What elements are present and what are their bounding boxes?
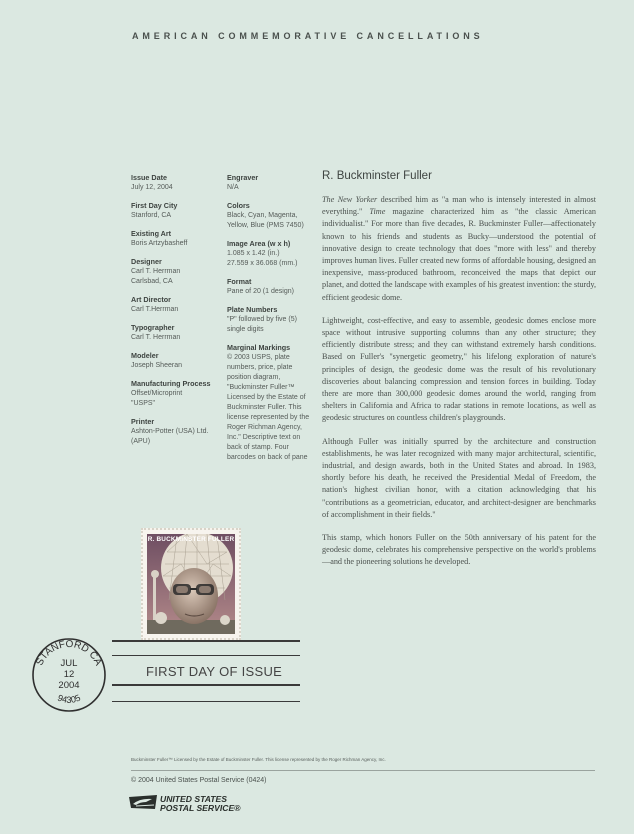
specs-left-column (131, 173, 223, 455)
spec-label: Engraver (227, 173, 259, 182)
spec-value: "P" followed by five (5) single digits (227, 316, 297, 333)
spec-modeler (131, 351, 223, 371)
spec-value: Carl T.Herrman (131, 306, 179, 313)
spec-value: © 2003 USPS, plate numbers, price, plate position diagram, "Buckminster Fuller™ Licensed by the Estate of Buckminster Fuller. This license represented by the Roger Richman Agency, Inc." Descriptive text on back of stamp. Four barcodes on back of pane (227, 354, 310, 461)
spec-value: Boris Artzybasheff (131, 240, 188, 247)
cancel-bar (112, 655, 300, 657)
usps-line2: POSTAL SERVICE® (160, 803, 241, 813)
spec-label: Modeler (131, 351, 159, 360)
copyright-text: © 2004 United States Postal Service (0424) (131, 777, 267, 784)
spec-label: Existing Art (131, 229, 172, 238)
license-footnote: Buckminster Fuller™ Licensed by the Estate of Buckminster Fuller. This license represented by the Roger Richman Agency, Inc. (131, 757, 386, 762)
spec-label: Manufacturing Process (131, 379, 211, 388)
usps-wordmark (160, 795, 241, 813)
spec-label: Image Area (w x h) (227, 239, 291, 248)
spec-value: Pane of 20 (1 design) (227, 288, 294, 295)
spec-label: Designer (131, 257, 162, 266)
postmark-day: 12 (63, 669, 75, 680)
spec-art-director (131, 295, 223, 315)
spec-value: Joseph Sheeran (131, 362, 182, 369)
page-header: AMERICAN COMMEMORATIVE CANCELLATIONS (132, 31, 484, 41)
spec-marginal-markings (227, 343, 313, 463)
spec-label: First Day City (131, 201, 178, 210)
spec-existing-art (131, 229, 223, 249)
specs-right-column (227, 173, 313, 471)
divider (131, 770, 595, 771)
spec-value: Ashton-Potter (USA) Ltd. (APU) (131, 428, 209, 445)
spec-first-day-city (131, 201, 223, 221)
spec-value: Carl T. Herrman Carlsbad, CA (131, 268, 181, 285)
spec-colors (227, 201, 313, 231)
spec-designer (131, 257, 223, 287)
spec-value: 1.085 x 1.42 (in.) 27.559 x 36.068 (mm.) (227, 250, 298, 267)
spec-value: Carl T. Herrman (131, 334, 181, 341)
spec-label: Plate Numbers (227, 305, 278, 314)
postmark-city: STANFORD CA (34, 638, 104, 668)
spec-image-area (227, 239, 313, 269)
publication-name: Time (369, 207, 386, 217)
first-day-of-issue-text: FIRST DAY OF ISSUE (146, 664, 283, 679)
spec-value: Black, Cyan, Magenta, Yellow, Blue (PMS 7450) (227, 212, 304, 229)
spec-manufacturing-process (131, 379, 223, 409)
spec-label: Colors (227, 201, 250, 210)
stamp (141, 528, 241, 640)
spec-plate-numbers (227, 305, 313, 335)
usps-line1: UNITED STATES (160, 794, 227, 804)
spec-printer (131, 417, 223, 447)
spec-format (227, 277, 313, 297)
article-title: R. Buckminster Fuller (322, 170, 432, 182)
spec-label: Format (227, 277, 252, 286)
paragraph-text: magazine characterized him as "the classic American individualist." For more than five decades, R. Buckminster Fuller—affectionately known to his friends and students as Bucky—understood the potential of innovative design to create technology that does "more with less" and thereby improves human lives. Fuller created new forms of affordable housing, designed an inexpensive, mass-produced bathroom, reconceived the maps that depict our planet, and dotted the landscape with examples of his greatest invention: the sturdy, efficient geodesic dome. (322, 207, 597, 302)
article-paragraph: Although Fuller was initially spurred by the architecture and construction establishments, he was later recognized with many major architectural, scientific, industrial, and design awards, both in the United States and abroad. In 1983, shortly before his death, he received the Presidential Medal of Freedom, the nation's highest civilian honor, with a citation acknowledging that his "contributions as a geometrician, educator, and architect-designer are benchmarks of accomplishment in their fields." (322, 436, 596, 519)
postmark-cancellation (30, 636, 108, 714)
postmark-zip: 94305 (56, 692, 82, 705)
postmark-year: 2004 (58, 680, 80, 691)
spec-label: Art Director (131, 295, 171, 304)
spec-value: July 12, 2004 (131, 184, 173, 191)
cancel-bar (112, 701, 300, 703)
publication-name: The New Yorker (322, 195, 378, 204)
cancel-bar (112, 640, 300, 642)
spec-issue-date (131, 173, 223, 193)
article-paragraph (322, 194, 596, 304)
stamp-artwork (147, 534, 235, 634)
paragraph-text: described him as "a man who is intensely interested in almost everything." (322, 195, 596, 217)
spec-typographer (131, 323, 223, 343)
stamp-caption: R. BUCKMINSTER FULLER (147, 536, 235, 543)
spec-label: Issue Date (131, 173, 167, 182)
usps-logo (128, 793, 241, 816)
spec-label: Printer (131, 417, 155, 426)
spec-label: Typographer (131, 323, 175, 332)
postmark-month: JUL (60, 658, 78, 669)
article-paragraph: Lightweight, cost-effective, and easy to assemble, geodesic domes enclose more space without intrusive supporting columns than any other structure; they efficiently distribute stress; and they can withstand extremely harsh conditions. Based on Fuller's "synergetic geometry," his lifelong exploration of nature's principles of design, the geodesic dome was the result of his revolutionary discoveries about balancing compression and tension forces in building. Today there are more than 300,000 geodesic domes around the world, ranging from shelters in California and Africa to radar stations in remote locations, as well as geodesic structures on countless children's playgrounds. (322, 315, 596, 423)
fuller-portrait-image (147, 534, 235, 634)
spec-value: N/A (227, 184, 239, 191)
article (322, 170, 596, 580)
spec-value: Stanford, CA (131, 212, 172, 219)
spec-value: Offset/Microprint "USPS" (131, 390, 183, 407)
spec-engraver (227, 173, 313, 193)
article-paragraph: This stamp, which honors Fuller on the 50th anniversary of his patent for the geodesic dome, celebrates his comprehensive perspective on the world's problems—and the pioneering solutions he developed. (322, 533, 596, 567)
eagle-icon (128, 793, 158, 811)
cancel-bar (112, 684, 300, 686)
spec-label: Marginal Markings (227, 343, 291, 352)
